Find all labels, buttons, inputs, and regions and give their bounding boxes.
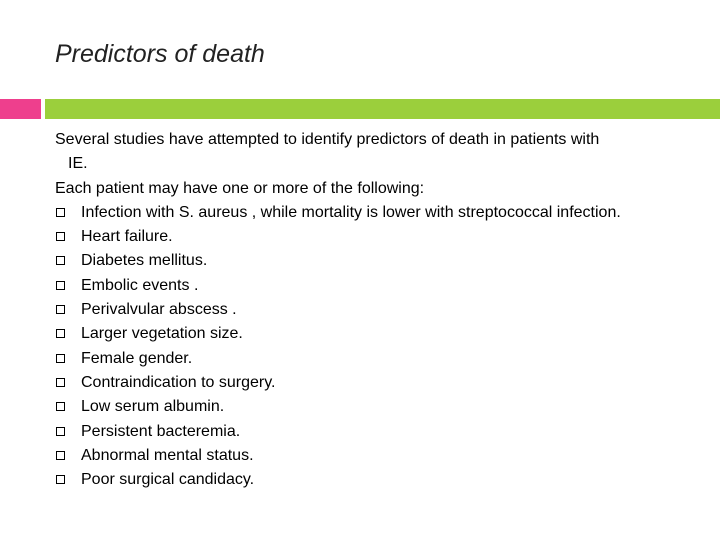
list-item: Abnormal mental status.	[55, 444, 705, 468]
list-item: Perivalvular abscess .	[55, 298, 705, 322]
intro-line-continued: IE.	[68, 155, 88, 173]
hollow-square-icon	[56, 354, 65, 363]
list-item: Heart failure.	[55, 225, 705, 249]
hollow-square-icon	[56, 232, 65, 241]
hollow-square-icon	[56, 475, 65, 484]
hollow-square-icon	[56, 329, 65, 338]
hollow-square-icon	[56, 305, 65, 314]
hollow-square-icon	[56, 256, 65, 265]
list-item: Persistent bacteremia.	[55, 420, 705, 444]
intro-line: Several studies have attempted to identify predictors of death in patients with	[55, 131, 600, 148]
hollow-square-icon	[56, 402, 65, 411]
hollow-square-icon	[56, 378, 65, 387]
hollow-square-icon	[56, 427, 65, 436]
list-item: Female gender.	[55, 347, 705, 371]
hollow-square-icon	[56, 208, 65, 217]
list-item: Poor surgical candidacy.	[55, 468, 705, 492]
hollow-square-icon	[56, 451, 65, 460]
slide-body	[55, 128, 705, 492]
accent-bar-pink	[0, 99, 41, 119]
list-item: Diabetes mellitus.	[55, 249, 705, 273]
intro-paragraph	[55, 128, 705, 177]
list-item: Infection with S. aureus , while mortality is lower with streptococcal infection.	[55, 201, 705, 225]
predictor-list	[55, 201, 705, 493]
hollow-square-icon	[56, 281, 65, 290]
intro-line-2: Each patient may have one or more of the following:	[55, 179, 425, 197]
list-item: Low serum albumin.	[55, 395, 705, 419]
accent-bar-green	[45, 99, 720, 119]
slide-title: Predictors of death	[55, 40, 265, 68]
list-item: Embolic events .	[55, 274, 705, 298]
list-item: Larger vegetation size.	[55, 322, 705, 346]
list-item: Contraindication to surgery.	[55, 371, 705, 395]
